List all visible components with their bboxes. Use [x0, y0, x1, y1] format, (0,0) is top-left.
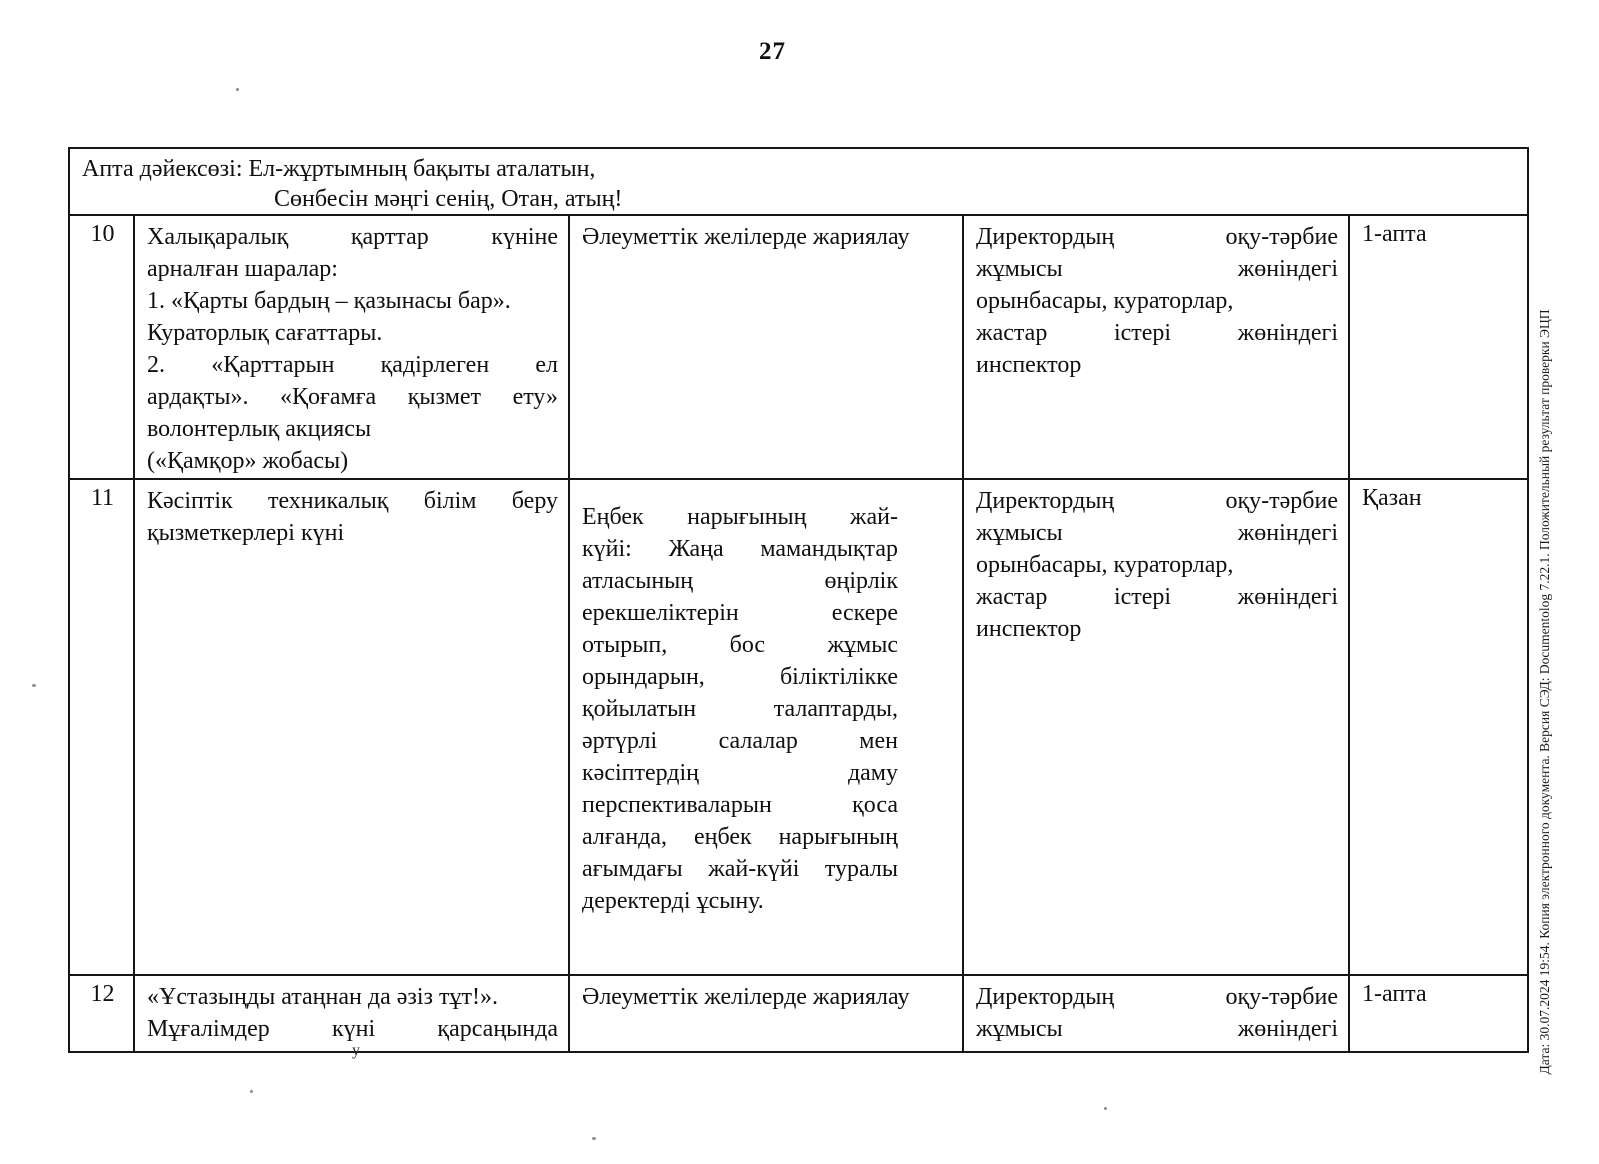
activity-cell-line: («Қамқор» жобасы)	[147, 448, 349, 474]
activity-cell-line: 1. «Қарты бардың – қазынасы бар».	[147, 288, 511, 314]
publication-form-cell-line: ағымдағы жай-күйі туралы	[582, 856, 898, 882]
publication-form-cell-line: Әлеуметтік желілерде жариялау	[582, 984, 910, 1010]
responsible-cell-line: Директордың оқу-тәрбие	[976, 224, 1338, 250]
responsible-cell-line: жұмысы жөніндегі	[976, 1016, 1338, 1042]
table-row	[69, 975, 1528, 1052]
publication-form-cell	[569, 215, 963, 479]
time-cell: Қазан	[1349, 479, 1528, 975]
activity-cell-line: «Ұстазыңды атаңнан да әзіз тұт!».	[147, 984, 498, 1010]
responsible-cell-line: жұмысы жөніндегі	[976, 520, 1338, 546]
publication-form-cell-line: атласының өңірлік	[582, 568, 898, 594]
schedule-table	[68, 147, 1529, 1053]
quote-line-1: Апта дәйексөзі: Ел-жұртымның бақыты аталатын,	[82, 156, 596, 182]
publication-form-cell-line: перспективаларын қоса	[582, 792, 898, 818]
page-number: 27	[759, 38, 786, 65]
publication-form-cell-line: отырып, бос жұмыс	[582, 632, 898, 658]
responsible-cell-line: орынбасары, кураторлар,	[976, 288, 1234, 314]
activity-cell-line: Кәсіптік техникалық білім беру	[147, 488, 558, 514]
scan-speck	[250, 1090, 253, 1093]
row-number-cell: 10	[69, 215, 134, 479]
esign-stamp-text: Дата: 30.07.2024 19:54. Копия электронного документа. Версия СЭД: Documentolog 7.22.1. Положительный результат проверки ЭЦП	[1537, 309, 1552, 1075]
activity-cell	[134, 215, 569, 479]
responsible-cell	[963, 479, 1349, 975]
publication-form-cell-line: деректерді ұсыну.	[582, 888, 764, 914]
publication-form-cell-line: қойылатын талаптарды,	[582, 696, 898, 722]
week-quote-cell	[69, 148, 1528, 215]
activity-cell-line: қызметкерлері күні	[147, 520, 345, 546]
row-number-cell: 12	[69, 975, 134, 1052]
publication-form-cell-line: Еңбек нарығының жай-	[582, 504, 898, 530]
row-number-cell: 11	[69, 479, 134, 975]
table-row	[69, 479, 1528, 975]
publication-form-cell-line: кәсіптердің даму	[582, 760, 898, 786]
publication-form-cell	[569, 975, 963, 1052]
responsible-cell	[963, 215, 1349, 479]
publication-form-cell-line: ерекшеліктерін ескере	[582, 600, 898, 626]
schedule-table-body	[69, 148, 1528, 1052]
quote-line-2: Сөнбесін мәңгі сенің, Отан, атың!	[274, 186, 623, 212]
publication-form-cell-line: әртүрлі салалар мен	[582, 728, 898, 754]
table-row	[69, 215, 1528, 479]
scan-artifact-mark: у	[352, 1042, 360, 1059]
time-cell: 1-апта	[1349, 975, 1528, 1052]
responsible-cell-line: Директордың оқу-тәрбие	[976, 984, 1338, 1010]
scan-speck	[1104, 1107, 1107, 1110]
time-cell: 1-апта	[1349, 215, 1528, 479]
quote-row	[69, 148, 1528, 215]
responsible-cell-line: жұмысы жөніндегі	[976, 256, 1338, 282]
responsible-cell-line: инспектор	[976, 352, 1082, 378]
scan-speck	[236, 88, 239, 91]
responsible-cell	[963, 975, 1349, 1052]
responsible-cell-line: инспектор	[976, 616, 1082, 642]
publication-form-cell-line: Әлеуметтік желілерде жариялау	[582, 224, 910, 250]
publication-form-cell	[569, 479, 963, 975]
responsible-cell-line: Директордың оқу-тәрбие	[976, 488, 1338, 514]
scan-speck	[32, 684, 36, 687]
activity-cell-line: 2. «Қарттарын қадірлеген ел	[147, 352, 558, 378]
activity-cell-line: арналған шаралар:	[147, 256, 338, 282]
publication-form-cell-line: алғанда, еңбек нарығының	[582, 824, 898, 850]
responsible-cell-line: орынбасары, кураторлар,	[976, 552, 1234, 578]
publication-form-cell-line: күйі: Жаңа мамандықтар	[582, 536, 898, 562]
activity-cell	[134, 975, 569, 1052]
responsible-cell-line: жастар істері жөніндегі	[976, 320, 1338, 346]
scan-speck	[592, 1137, 596, 1140]
activity-cell-line: Кураторлық сағаттары.	[147, 320, 383, 346]
responsible-cell-line: жастар істері жөніндегі	[976, 584, 1338, 610]
activity-cell-line: ардақты». «Қоғамға қызмет ету»	[147, 384, 558, 410]
activity-cell-line: Халықаралық қарттар күніне	[147, 224, 558, 250]
activity-cell-line: волонтерлық акциясы	[147, 416, 372, 442]
publication-form-cell-line: орындарын, біліктілікке	[582, 664, 898, 690]
activity-cell	[134, 479, 569, 975]
activity-cell-line: Мұғалімдер күні қарсаңында	[147, 1016, 558, 1042]
